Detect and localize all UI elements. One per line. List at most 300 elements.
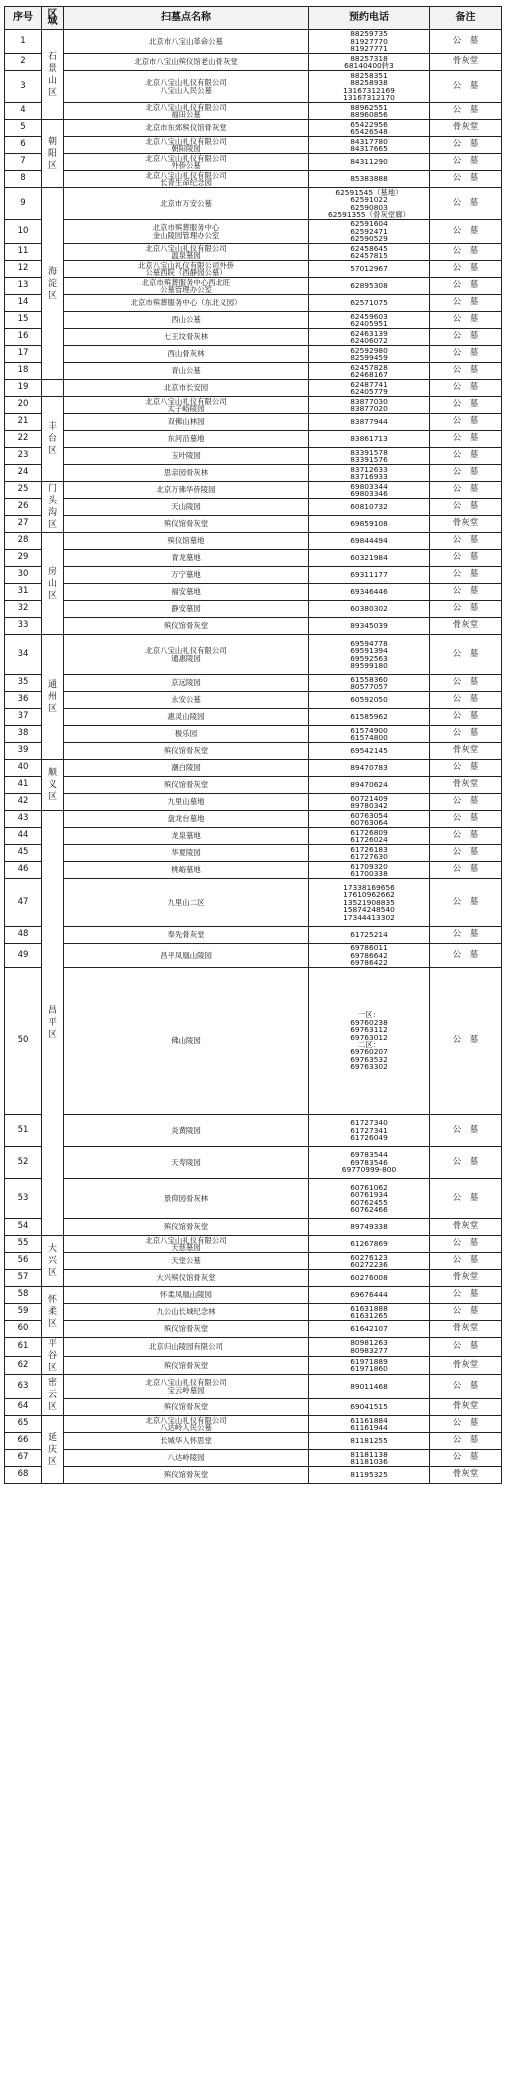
site-name: 潮白陵园	[64, 760, 309, 777]
site-name: 北京市八宝山殡仪馆老山骨灰堂	[64, 54, 309, 71]
phone-numbers: 69844494	[309, 533, 430, 550]
district-label: 大兴区	[47, 1244, 57, 1278]
phone-numbers: 61574900 61574800	[309, 726, 430, 743]
district-cell	[42, 1236, 64, 1287]
district-cell	[42, 1375, 64, 1416]
table-row	[5, 584, 502, 601]
phone-numbers: 60276008	[309, 1270, 430, 1287]
site-name: 北京八宝山礼仪有限公司 八宝山人民公墓	[64, 71, 309, 103]
site-name: 北京八宝山礼仪有限公司 太子峪陵园	[64, 397, 309, 414]
row-number: 42	[5, 794, 42, 811]
row-number: 41	[5, 777, 42, 794]
site-name: 北京八宝山礼仪有限公司 天慈墓园	[64, 1236, 309, 1253]
site-name: 九里山二区	[64, 879, 309, 927]
phone-numbers: 69594778 69591394 69592563 89599180	[309, 635, 430, 675]
phone-numbers: 61971889 61971860	[309, 1356, 430, 1375]
note-type: 公 墓	[430, 944, 502, 968]
phone-numbers: 62592980 82599459	[309, 346, 430, 363]
table-row	[5, 1375, 502, 1399]
note-type: 公 墓	[430, 171, 502, 188]
note-type: 公 墓	[430, 346, 502, 363]
row-number: 40	[5, 760, 42, 777]
phone-numbers: 61161884 61161944	[309, 1416, 430, 1433]
row-number: 45	[5, 845, 42, 862]
note-type: 公 墓	[430, 828, 502, 845]
note-type: 公 墓	[430, 1375, 502, 1399]
note-type: 公 墓	[430, 1147, 502, 1179]
site-name: 殡仪馆骨灰堂	[64, 1467, 309, 1484]
table-body	[5, 30, 502, 1484]
site-name: 北京归山陵园有限公司	[64, 1338, 309, 1357]
phone-numbers: 69859108	[309, 516, 430, 533]
row-number: 46	[5, 862, 42, 879]
site-name: 北京市殡葬服务中心（东北义园）	[64, 295, 309, 312]
district-cell	[42, 811, 64, 1236]
note-type: 骨灰堂	[430, 516, 502, 533]
note-type: 公 墓	[430, 879, 502, 927]
row-number: 4	[5, 103, 42, 120]
row-number: 36	[5, 692, 42, 709]
table-row	[5, 927, 502, 944]
phone-numbers: 60276123 60272236	[309, 1253, 430, 1270]
note-type: 公 墓	[430, 692, 502, 709]
site-name: 北京八宝山礼仪有限公司 外侨公墓	[64, 154, 309, 171]
header-no: 序号	[5, 7, 42, 30]
table-row	[5, 635, 502, 675]
site-name: 北京市八宝山革命公墓	[64, 30, 309, 54]
phone-numbers: 一区： 69760238 69763112 69763012 二区： 69760207 69763532 69763302	[309, 968, 430, 1115]
note-type: 公 墓	[430, 137, 502, 154]
site-name: 西山骨灰林	[64, 346, 309, 363]
phone-numbers: 60761062 60761934 60762455 60762466	[309, 1179, 430, 1219]
note-type: 公 墓	[430, 397, 502, 414]
district-label: 顺义区	[47, 768, 57, 802]
table-row	[5, 1450, 502, 1467]
site-name: 怀柔凤凰山陵园	[64, 1287, 309, 1304]
site-name: 北京市殡葬服务中心西北旺 公墓管理办公室	[64, 278, 309, 295]
note-type: 骨灰堂	[430, 120, 502, 137]
site-name: 殡仪馆骨灰堂	[64, 618, 309, 635]
table-row	[5, 448, 502, 465]
table-row	[5, 1147, 502, 1179]
site-name: 北京八宝山礼仪有限公司 福田公墓	[64, 103, 309, 120]
note-type: 公 墓	[430, 601, 502, 618]
table-row	[5, 1467, 502, 1484]
table-row	[5, 777, 502, 794]
row-number: 43	[5, 811, 42, 828]
site-name: 天寿陵园	[64, 1147, 309, 1179]
table-row	[5, 188, 502, 220]
table-row	[5, 54, 502, 71]
note-type: 公 墓	[430, 794, 502, 811]
table-row	[5, 261, 502, 278]
site-name: 玉叶陵园	[64, 448, 309, 465]
district-label: 丰台区	[47, 422, 57, 456]
phone-numbers: 81181255	[309, 1433, 430, 1450]
note-type: 公 墓	[430, 1304, 502, 1321]
note-type: 公 墓	[430, 811, 502, 828]
row-number: 9	[5, 188, 42, 220]
table-row	[5, 618, 502, 635]
row-number: 35	[5, 675, 42, 692]
site-name: 炎黄陵园	[64, 1115, 309, 1147]
site-name: 北京万佛华侨陵园	[64, 482, 309, 499]
note-type: 公 墓	[430, 862, 502, 879]
table-row	[5, 380, 502, 397]
site-name: 长城华人怀思堂	[64, 1433, 309, 1450]
note-type: 公 墓	[430, 726, 502, 743]
district-cell	[42, 1416, 64, 1484]
row-number: 54	[5, 1219, 42, 1236]
table-row	[5, 1236, 502, 1253]
district-label: 怀柔区	[47, 1295, 57, 1329]
note-type: 骨灰堂	[430, 743, 502, 760]
table-header-row	[5, 7, 502, 30]
phone-numbers: 60321984	[309, 550, 430, 567]
note-type: 公 墓	[430, 220, 502, 244]
district-cell	[42, 635, 64, 760]
row-number: 62	[5, 1356, 42, 1375]
table-row	[5, 1287, 502, 1304]
note-type: 公 墓	[430, 261, 502, 278]
row-number: 50	[5, 968, 42, 1115]
table-row	[5, 1356, 502, 1375]
phone-numbers: 88258351 88258938 13167312169 13167312170	[309, 71, 430, 103]
phone-numbers: 57012967	[309, 261, 430, 278]
note-type: 公 墓	[430, 1115, 502, 1147]
site-name: 天山陵园	[64, 499, 309, 516]
row-number: 22	[5, 431, 42, 448]
note-type: 公 墓	[430, 1338, 502, 1357]
row-number: 23	[5, 448, 42, 465]
row-number: 60	[5, 1321, 42, 1338]
row-number: 64	[5, 1399, 42, 1416]
phone-numbers: 83861713	[309, 431, 430, 448]
site-name: 九公山长城纪念林	[64, 1304, 309, 1321]
row-number: 5	[5, 120, 42, 137]
site-name: 青山公墓	[64, 363, 309, 380]
table-row	[5, 1270, 502, 1287]
phone-numbers: 62463139 62406072	[309, 329, 430, 346]
district-label: 延庆区	[47, 1432, 57, 1467]
table-row	[5, 312, 502, 329]
note-type: 公 墓	[430, 482, 502, 499]
note-type: 公 墓	[430, 431, 502, 448]
phone-numbers: 60380302	[309, 601, 430, 618]
table-row	[5, 1399, 502, 1416]
table-row	[5, 601, 502, 618]
note-type: 骨灰堂	[430, 1219, 502, 1236]
note-type: 骨灰堂	[430, 618, 502, 635]
phone-numbers: 89470783	[309, 760, 430, 777]
district-label: 平谷区	[47, 1339, 57, 1373]
site-name: 北京市殡葬服务中心 金山陵园管理办公室	[64, 220, 309, 244]
district-label: 海淀区	[47, 266, 57, 301]
row-number: 13	[5, 278, 42, 295]
phone-numbers: 84317780 84317665	[309, 137, 430, 154]
site-name: 昌平凤凰山陵园	[64, 944, 309, 968]
phone-numbers: 69783544 69783546 69770999-800	[309, 1147, 430, 1179]
row-number: 10	[5, 220, 42, 244]
site-name: 八达岭陵园	[64, 1450, 309, 1467]
phone-numbers: 62571075	[309, 295, 430, 312]
table-row	[5, 1416, 502, 1433]
table-row	[5, 1219, 502, 1236]
table-row	[5, 1338, 502, 1357]
phone-numbers: 62457828 62468167	[309, 363, 430, 380]
row-number: 56	[5, 1253, 42, 1270]
district-label: 房山区	[47, 566, 57, 601]
row-number: 27	[5, 516, 42, 533]
table-row	[5, 482, 502, 499]
row-number: 25	[5, 482, 42, 499]
table-row	[5, 244, 502, 261]
table-row	[5, 709, 502, 726]
cemetery-table	[4, 6, 502, 1484]
row-number: 33	[5, 618, 42, 635]
phone-numbers: 17338169656 17610962662 13521908835 15874248540 17344413302	[309, 879, 430, 927]
row-number: 20	[5, 397, 42, 414]
row-number: 52	[5, 1147, 42, 1179]
site-name: 北京市东郊殡仪馆骨灰堂	[64, 120, 309, 137]
table-row	[5, 794, 502, 811]
phone-numbers: 83712633 83716933	[309, 465, 430, 482]
site-name: 殡仪馆骨灰堂	[64, 777, 309, 794]
table-row	[5, 346, 502, 363]
phone-numbers: 61267869	[309, 1236, 430, 1253]
phone-numbers: 60810732	[309, 499, 430, 516]
site-name: 北京八宝山礼仪有限公司 宝云岭墓园	[64, 1375, 309, 1399]
site-name: 殡仪馆骨灰堂	[64, 516, 309, 533]
site-name: 永安公墓	[64, 692, 309, 709]
table-row	[5, 1304, 502, 1321]
row-number: 11	[5, 244, 42, 261]
phone-numbers: 61585962	[309, 709, 430, 726]
district-cell	[42, 1338, 64, 1375]
phone-numbers: 61726183 61727630	[309, 845, 430, 862]
note-type: 公 墓	[430, 465, 502, 482]
site-name: 北京市万安公墓	[64, 188, 309, 220]
district-label: 门头沟区	[47, 484, 57, 530]
note-type: 公 墓	[430, 154, 502, 171]
phone-numbers: 62487741 62405779	[309, 380, 430, 397]
phone-numbers: 89011468	[309, 1375, 430, 1399]
row-number: 6	[5, 137, 42, 154]
site-name: 盘龙台墓地	[64, 811, 309, 828]
site-name: 殡仪馆骨灰堂	[64, 743, 309, 760]
table-row	[5, 968, 502, 1115]
site-name: 东河沿墓地	[64, 431, 309, 448]
header-phone: 预约电话	[309, 7, 430, 30]
table-row	[5, 71, 502, 103]
site-name: 京远陵园	[64, 675, 309, 692]
site-name: 惠灵山陵园	[64, 709, 309, 726]
site-name: 奉先骨灰堂	[64, 927, 309, 944]
phone-numbers: 81195325	[309, 1467, 430, 1484]
row-number: 49	[5, 944, 42, 968]
row-number: 3	[5, 71, 42, 103]
note-type: 公 墓	[430, 71, 502, 103]
district-label: 石景山区	[47, 51, 57, 98]
table-row	[5, 1253, 502, 1270]
note-type: 公 墓	[430, 845, 502, 862]
note-type: 公 墓	[430, 188, 502, 220]
phone-numbers: 61709320 61700338	[309, 862, 430, 879]
table-row	[5, 1179, 502, 1219]
table-row	[5, 550, 502, 567]
site-name: 殡仪馆骨灰堂	[64, 1399, 309, 1416]
phone-numbers: 83391578 83391576	[309, 448, 430, 465]
site-name: 北京八宝山礼仪有限公司 朝阳陵园	[64, 137, 309, 154]
site-name: 殡仪馆墓地	[64, 533, 309, 550]
row-number: 31	[5, 584, 42, 601]
phone-numbers: 62895308	[309, 278, 430, 295]
note-type: 公 墓	[430, 567, 502, 584]
site-name: 北京八宝山礼仪有限公司外侨 公墓西院（西静园公墓）	[64, 261, 309, 278]
note-type: 公 墓	[430, 414, 502, 431]
note-type: 公 墓	[430, 30, 502, 54]
district-cell	[42, 380, 64, 397]
phone-numbers: 69542145	[309, 743, 430, 760]
site-name: 北京八宝山礼仪有限公司 温泉墓园	[64, 244, 309, 261]
table-row	[5, 845, 502, 862]
site-name: 殡仪馆骨灰堂	[64, 1321, 309, 1338]
table-row	[5, 1433, 502, 1450]
row-number: 32	[5, 601, 42, 618]
row-number: 2	[5, 54, 42, 71]
site-name: 双佛山林园	[64, 414, 309, 431]
table-row	[5, 414, 502, 431]
row-number: 61	[5, 1338, 42, 1357]
note-type: 公 墓	[430, 363, 502, 380]
phone-numbers: 88962551 88960856	[309, 103, 430, 120]
row-number: 44	[5, 828, 42, 845]
note-type: 骨灰堂	[430, 1399, 502, 1416]
phone-numbers: 62591545（墓地） 62591022 62590803 62591355（骨灰堂廊）	[309, 188, 430, 220]
site-name: 福安墓地	[64, 584, 309, 601]
table-row	[5, 743, 502, 760]
note-type: 公 墓	[430, 244, 502, 261]
header-site-name: 扫墓点名称	[64, 7, 309, 30]
table-row	[5, 811, 502, 828]
table-row	[5, 516, 502, 533]
note-type: 公 墓	[430, 584, 502, 601]
row-number: 1	[5, 30, 42, 54]
site-name: 大兴殡仪馆骨灰堂	[64, 1270, 309, 1287]
phone-numbers: 61642107	[309, 1321, 430, 1338]
phone-numbers: 69803344 69803346	[309, 482, 430, 499]
site-name: 龙泉墓地	[64, 828, 309, 845]
note-type: 公 墓	[430, 533, 502, 550]
table-row	[5, 533, 502, 550]
row-number: 18	[5, 363, 42, 380]
row-number: 17	[5, 346, 42, 363]
phone-numbers: 60592050	[309, 692, 430, 709]
note-type: 公 墓	[430, 1287, 502, 1304]
table-row	[5, 828, 502, 845]
table-row	[5, 363, 502, 380]
row-number: 21	[5, 414, 42, 431]
note-type: 骨灰堂	[430, 1321, 502, 1338]
row-number: 68	[5, 1467, 42, 1484]
note-type: 骨灰堂	[430, 1356, 502, 1375]
note-type: 公 墓	[430, 380, 502, 397]
table-row	[5, 103, 502, 120]
district-cell	[42, 30, 64, 120]
note-type: 公 墓	[430, 1450, 502, 1467]
phone-numbers: 89470624	[309, 777, 430, 794]
header-note: 备注	[430, 7, 502, 30]
note-type: 公 墓	[430, 675, 502, 692]
row-number: 57	[5, 1270, 42, 1287]
phone-numbers: 89345039	[309, 618, 430, 635]
table-row	[5, 171, 502, 188]
site-name: 西山公墓	[64, 312, 309, 329]
note-type: 公 墓	[430, 103, 502, 120]
note-type: 骨灰堂	[430, 54, 502, 71]
row-number: 55	[5, 1236, 42, 1253]
row-number: 37	[5, 709, 42, 726]
table-row	[5, 137, 502, 154]
cemetery-table-sheet	[4, 6, 501, 1484]
row-number: 67	[5, 1450, 42, 1467]
phone-numbers: 80981263 80983277	[309, 1338, 430, 1357]
row-number: 58	[5, 1287, 42, 1304]
district-cell	[42, 120, 64, 188]
phone-numbers: 88257318 68140400转3	[309, 54, 430, 71]
table-row	[5, 879, 502, 927]
table-row	[5, 295, 502, 312]
table-row	[5, 862, 502, 879]
note-type: 骨灰堂	[430, 777, 502, 794]
row-number: 28	[5, 533, 42, 550]
phone-numbers: 83877944	[309, 414, 430, 431]
site-name: 景仰园骨灰林	[64, 1179, 309, 1219]
district-cell	[42, 760, 64, 811]
row-number: 8	[5, 171, 42, 188]
table-row	[5, 329, 502, 346]
site-name: 极乐园	[64, 726, 309, 743]
table-row	[5, 1321, 502, 1338]
note-type: 公 墓	[430, 312, 502, 329]
row-number: 14	[5, 295, 42, 312]
table-row	[5, 220, 502, 244]
row-number: 48	[5, 927, 42, 944]
phone-numbers: 83877030 83877020	[309, 397, 430, 414]
district-label: 昌平区	[47, 1006, 57, 1040]
site-name: 九里山墓地	[64, 794, 309, 811]
site-name: 华夏陵园	[64, 845, 309, 862]
site-name: 万宁墓地	[64, 567, 309, 584]
district-cell	[42, 397, 64, 482]
note-type: 公 墓	[430, 968, 502, 1115]
note-type: 公 墓	[430, 499, 502, 516]
note-type: 公 墓	[430, 329, 502, 346]
table-row	[5, 465, 502, 482]
phone-numbers: 60721409 89780342	[309, 794, 430, 811]
note-type: 骨灰堂	[430, 1467, 502, 1484]
table-row	[5, 30, 502, 54]
note-type: 公 墓	[430, 1253, 502, 1270]
site-name: 青龙墓地	[64, 550, 309, 567]
site-name: 静安墓园	[64, 601, 309, 618]
note-type: 公 墓	[430, 709, 502, 726]
table-row	[5, 760, 502, 777]
site-name: 北京八宝山礼仪有限公司 长青生命纪念园	[64, 171, 309, 188]
phone-numbers: 81181138 81181036	[309, 1450, 430, 1467]
row-number: 38	[5, 726, 42, 743]
row-number: 34	[5, 635, 42, 675]
